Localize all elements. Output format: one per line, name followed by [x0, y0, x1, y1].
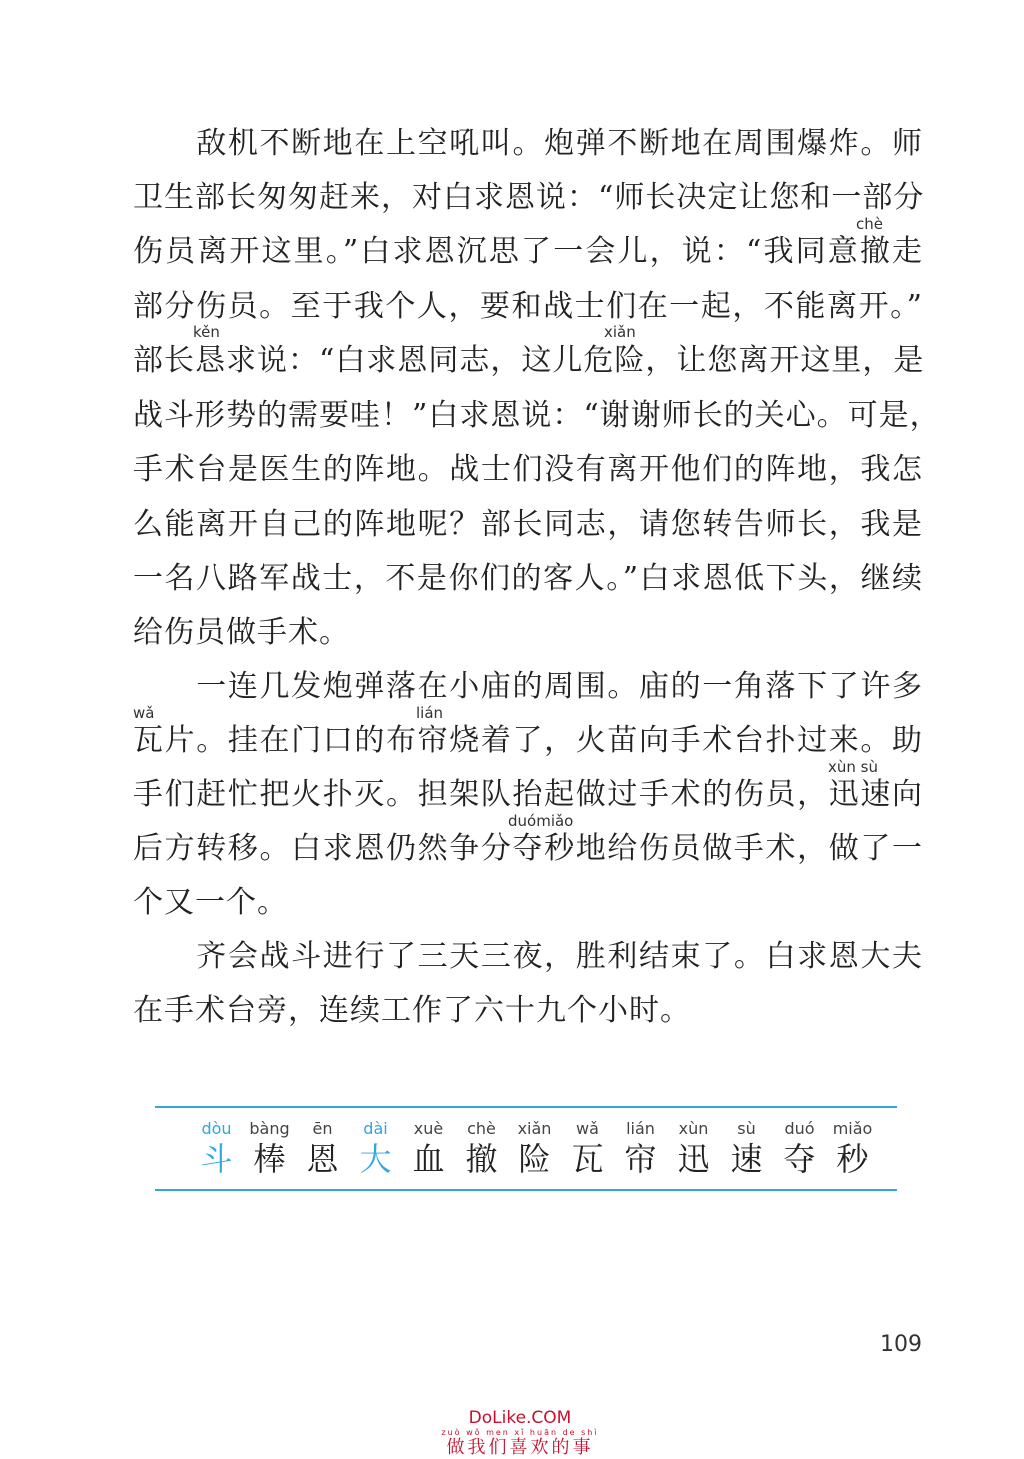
vocab-item: [773, 1118, 826, 1178]
pinyin-annotation: chè: [856, 215, 883, 233]
vocab-char: 夺: [783, 1140, 816, 1178]
text-line: 一连几发炮弹落在小庙的周围。庙的一角落下了许多: [133, 669, 923, 704]
vocab-item: [402, 1118, 455, 1178]
text-line: 部分伤员。至于我个人，要和战士们在一起，不能离开。”: [133, 289, 923, 324]
vocab-pinyin: xùn: [678, 1119, 709, 1138]
vocab-item: [561, 1118, 614, 1178]
pinyin-annotation: xiǎn: [604, 323, 636, 341]
vocab-top-rule: [155, 1106, 897, 1108]
text-line: 部长恳求说：“白求恩同志，这儿危险，让您离开这里，是: [133, 343, 925, 378]
vocab-pinyin: dòu: [201, 1119, 232, 1138]
text-line: 么能离开自己的阵地呢？部长同志，请您转告师长，我是: [133, 507, 923, 542]
text-line: 后方转移。白求恩仍然争分夺秒地给伤员做手术，做了一: [133, 831, 923, 866]
vocab-item: [508, 1118, 561, 1178]
text-line: 伤员离开这里。”白求恩沉思了一会儿，说：“我同意撤走: [133, 234, 923, 269]
vocab-char: 撤: [465, 1140, 498, 1178]
text-line: 战斗形势的需要哇！”白求恩说：“谢谢师长的关心。可是，: [133, 398, 941, 433]
vocab-pinyin: lián: [626, 1119, 655, 1138]
vocab-pinyin: xiǎn: [517, 1119, 552, 1138]
vocab-item: [349, 1118, 402, 1178]
text-line: 敌机不断地在上空吼叫。炮弹不断地在周围爆炸。师: [133, 126, 923, 161]
vocab-bottom-rule: [155, 1189, 897, 1191]
vocab-char: 秒: [836, 1140, 869, 1178]
vocab-list: [190, 1118, 879, 1178]
pinyin-annotation: duómiǎo: [508, 812, 574, 830]
vocab-pinyin: ēn: [312, 1119, 333, 1138]
vocab-pinyin: bàng: [249, 1119, 290, 1138]
vocab-pinyin: chè: [467, 1119, 496, 1138]
text-line: 瓦片。挂在门口的布帘烧着了，火苗向手术台扑过来。助: [133, 723, 923, 758]
vocab-char: 血: [412, 1140, 445, 1178]
vocab-item: [720, 1118, 773, 1178]
text-line: 齐会战斗进行了三天三夜，胜利结束了。白求恩大夫: [133, 939, 923, 974]
text-line: 手术台是医生的阵地。战士们没有离开他们的阵地，我怎: [133, 452, 923, 487]
vocab-item: [826, 1118, 879, 1178]
pinyin-annotation: lián: [416, 704, 444, 722]
vocab-char: 大: [359, 1140, 392, 1178]
vocab-pinyin: sù: [737, 1119, 756, 1138]
vocab-char: 恩: [306, 1140, 339, 1178]
vocab-char: 瓦: [571, 1140, 604, 1178]
pinyin-annotation: wǎ: [133, 704, 155, 722]
vocab-char: 迅: [677, 1140, 710, 1178]
vocab-item: [455, 1118, 508, 1178]
vocab-char: 斗: [200, 1140, 233, 1178]
watermark-pinyin: zuò wǒ men xǐ huān de shì: [441, 1428, 599, 1437]
pinyin-annotation: xùn sù: [828, 758, 878, 776]
watermark-slogan: 做我们喜欢的事: [446, 1437, 594, 1458]
vocab-pinyin: wǎ: [576, 1119, 599, 1138]
text-line: 个又一个。: [133, 885, 288, 920]
vocab-pinyin: xuè: [413, 1119, 444, 1138]
page-number: 109: [880, 1332, 922, 1357]
text-line: 手们赶忙把火扑灭。担架队抬起做过手术的伤员，迅速向: [133, 777, 923, 812]
vocab-item: [243, 1118, 296, 1178]
text-line: 给伤员做手术。: [133, 615, 350, 650]
vocab-pinyin: duó: [784, 1119, 815, 1138]
vocab-item: [190, 1118, 243, 1178]
vocab-item: [296, 1118, 349, 1178]
text-line: 在手术台旁，连续工作了六十九个小时。: [133, 993, 691, 1028]
vocab-char: 速: [730, 1140, 763, 1178]
vocab-item: [667, 1118, 720, 1178]
vocab-char: 帘: [624, 1140, 657, 1178]
watermark: [430, 1408, 610, 1459]
watermark-logo: DoLike.COM: [468, 1408, 572, 1428]
vocab-char: 险: [518, 1140, 551, 1178]
pinyin-annotation: kěn: [193, 323, 220, 341]
vocab-pinyin: miǎo: [832, 1119, 873, 1138]
text-line: 卫生部长匆匆赶来，对白求恩说：“师长决定让您和一部分: [133, 180, 925, 215]
text-line: 一名八路军战士，不是你们的客人。”白求恩低下头，继续: [133, 561, 923, 596]
vocab-char: 棒: [253, 1140, 286, 1178]
vocab-pinyin: dài: [363, 1119, 388, 1138]
vocab-item: [614, 1118, 667, 1178]
